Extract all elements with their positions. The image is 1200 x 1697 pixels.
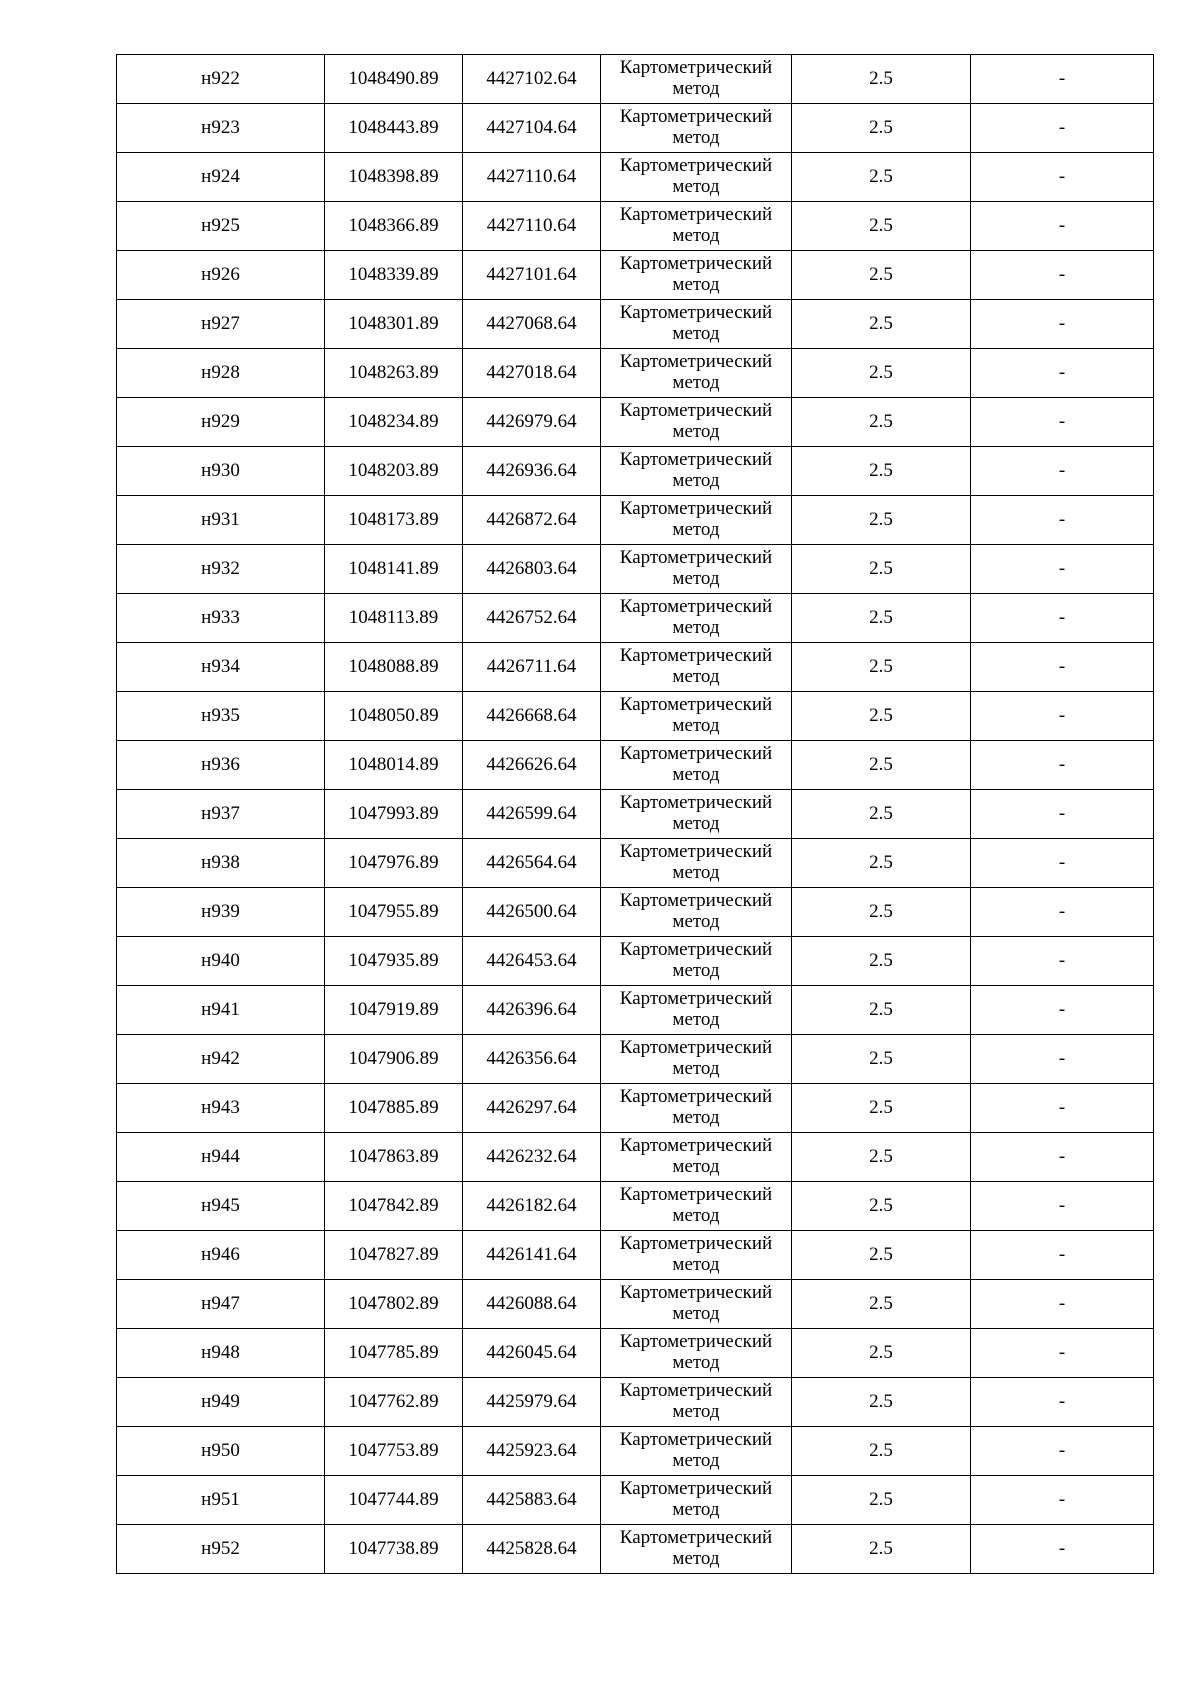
table-row [117,1035,1154,1084]
description-cell: - [971,104,1154,153]
method-cell: Картометрический метод [601,692,792,741]
method-cell: Картометрический метод [601,986,792,1035]
x-coordinate-cell: 1048398.89 [325,153,463,202]
description-cell: - [971,1133,1154,1182]
description-cell: - [971,545,1154,594]
point-name-cell: н943 [117,1084,325,1133]
accuracy-cell: 2.5 [792,545,971,594]
accuracy-cell: 2.5 [792,1329,971,1378]
y-coordinate-cell: 4426626.64 [463,741,601,790]
point-name-cell: н944 [117,1133,325,1182]
y-coordinate-cell: 4425883.64 [463,1476,601,1525]
y-coordinate-cell: 4427102.64 [463,55,601,104]
point-name-cell: н947 [117,1280,325,1329]
accuracy-cell: 2.5 [792,1035,971,1084]
x-coordinate-cell: 1048014.89 [325,741,463,790]
description-cell: - [971,300,1154,349]
table-row [117,104,1154,153]
x-coordinate-cell: 1048173.89 [325,496,463,545]
table-row [117,1133,1154,1182]
method-cell: Картометрический метод [601,839,792,888]
x-coordinate-cell: 1047827.89 [325,1231,463,1280]
point-name-cell: н923 [117,104,325,153]
description-cell: - [971,1280,1154,1329]
point-name-cell: н941 [117,986,325,1035]
table-row [117,398,1154,447]
point-name-cell: н946 [117,1231,325,1280]
accuracy-cell: 2.5 [792,986,971,1035]
method-cell: Картометрический метод [601,1378,792,1427]
accuracy-cell: 2.5 [792,153,971,202]
point-name-cell: н925 [117,202,325,251]
accuracy-cell: 2.5 [792,1378,971,1427]
y-coordinate-cell: 4427104.64 [463,104,601,153]
method-cell: Картометрический метод [601,1084,792,1133]
point-name-cell: н939 [117,888,325,937]
accuracy-cell: 2.5 [792,55,971,104]
accuracy-cell: 2.5 [792,692,971,741]
x-coordinate-cell: 1047753.89 [325,1427,463,1476]
accuracy-cell: 2.5 [792,104,971,153]
method-cell: Картометрический метод [601,1427,792,1476]
accuracy-cell: 2.5 [792,1182,971,1231]
method-cell: Картометрический метод [601,447,792,496]
method-cell: Картометрический метод [601,1329,792,1378]
x-coordinate-cell: 1047863.89 [325,1133,463,1182]
table-row [117,643,1154,692]
accuracy-cell: 2.5 [792,1280,971,1329]
y-coordinate-cell: 4426599.64 [463,790,601,839]
method-cell: Картометрический метод [601,1231,792,1280]
y-coordinate-cell: 4426500.64 [463,888,601,937]
x-coordinate-cell: 1047842.89 [325,1182,463,1231]
table-row [117,1525,1154,1574]
point-name-cell: н930 [117,447,325,496]
x-coordinate-cell: 1048050.89 [325,692,463,741]
y-coordinate-cell: 4425923.64 [463,1427,601,1476]
description-cell: - [971,1329,1154,1378]
table-row [117,1182,1154,1231]
table-row [117,496,1154,545]
point-name-cell: н951 [117,1476,325,1525]
x-coordinate-cell: 1048203.89 [325,447,463,496]
accuracy-cell: 2.5 [792,447,971,496]
table-row [117,594,1154,643]
accuracy-cell: 2.5 [792,643,971,692]
method-cell: Картометрический метод [601,251,792,300]
y-coordinate-cell: 4426088.64 [463,1280,601,1329]
table-row [117,741,1154,790]
accuracy-cell: 2.5 [792,1525,971,1574]
table-row [117,447,1154,496]
method-cell: Картометрический метод [601,153,792,202]
accuracy-cell: 2.5 [792,1231,971,1280]
description-cell: - [971,1427,1154,1476]
y-coordinate-cell: 4427101.64 [463,251,601,300]
table-row [117,937,1154,986]
point-name-cell: н950 [117,1427,325,1476]
table-row [117,153,1154,202]
description-cell: - [971,251,1154,300]
point-name-cell: н937 [117,790,325,839]
method-cell: Картометрический метод [601,594,792,643]
y-coordinate-cell: 4426803.64 [463,545,601,594]
x-coordinate-cell: 1047762.89 [325,1378,463,1427]
table-row [117,55,1154,104]
y-coordinate-cell: 4426872.64 [463,496,601,545]
method-cell: Картометрический метод [601,202,792,251]
coordinates-table-body [117,55,1154,1574]
x-coordinate-cell: 1048490.89 [325,55,463,104]
accuracy-cell: 2.5 [792,741,971,790]
method-cell: Картометрический метод [601,1280,792,1329]
point-name-cell: н922 [117,55,325,104]
y-coordinate-cell: 4426453.64 [463,937,601,986]
method-cell: Картометрический метод [601,55,792,104]
description-cell: - [971,741,1154,790]
description-cell: - [971,398,1154,447]
x-coordinate-cell: 1047919.89 [325,986,463,1035]
x-coordinate-cell: 1047744.89 [325,1476,463,1525]
x-coordinate-cell: 1047802.89 [325,1280,463,1329]
method-cell: Картометрический метод [601,888,792,937]
accuracy-cell: 2.5 [792,937,971,986]
description-cell: - [971,1378,1154,1427]
y-coordinate-cell: 4427110.64 [463,202,601,251]
point-name-cell: н942 [117,1035,325,1084]
x-coordinate-cell: 1048263.89 [325,349,463,398]
y-coordinate-cell: 4425828.64 [463,1525,601,1574]
accuracy-cell: 2.5 [792,1427,971,1476]
point-name-cell: н936 [117,741,325,790]
description-cell: - [971,888,1154,937]
point-name-cell: н933 [117,594,325,643]
description-cell: - [971,1182,1154,1231]
description-cell: - [971,1525,1154,1574]
table-row [117,1280,1154,1329]
description-cell: - [971,643,1154,692]
method-cell: Картометрический метод [601,643,792,692]
method-cell: Картометрический метод [601,398,792,447]
description-cell: - [971,1035,1154,1084]
point-name-cell: н935 [117,692,325,741]
x-coordinate-cell: 1047976.89 [325,839,463,888]
method-cell: Картометрический метод [601,790,792,839]
table-row [117,1231,1154,1280]
description-cell: - [971,937,1154,986]
x-coordinate-cell: 1047906.89 [325,1035,463,1084]
point-name-cell: н938 [117,839,325,888]
accuracy-cell: 2.5 [792,349,971,398]
table-row [117,545,1154,594]
method-cell: Картометрический метод [601,937,792,986]
table-row [117,202,1154,251]
point-name-cell: н948 [117,1329,325,1378]
y-coordinate-cell: 4427110.64 [463,153,601,202]
table-row [117,251,1154,300]
description-cell: - [971,496,1154,545]
description-cell: - [971,594,1154,643]
y-coordinate-cell: 4426182.64 [463,1182,601,1231]
accuracy-cell: 2.5 [792,888,971,937]
point-name-cell: н952 [117,1525,325,1574]
table-row [117,1476,1154,1525]
accuracy-cell: 2.5 [792,1133,971,1182]
method-cell: Картометрический метод [601,741,792,790]
point-name-cell: н928 [117,349,325,398]
x-coordinate-cell: 1047738.89 [325,1525,463,1574]
table-row [117,1084,1154,1133]
y-coordinate-cell: 4426668.64 [463,692,601,741]
y-coordinate-cell: 4426297.64 [463,1084,601,1133]
method-cell: Картометрический метод [601,300,792,349]
y-coordinate-cell: 4425979.64 [463,1378,601,1427]
description-cell: - [971,1084,1154,1133]
y-coordinate-cell: 4426564.64 [463,839,601,888]
y-coordinate-cell: 4426936.64 [463,447,601,496]
method-cell: Картометрический метод [601,545,792,594]
point-name-cell: н924 [117,153,325,202]
accuracy-cell: 2.5 [792,251,971,300]
method-cell: Картометрический метод [601,1182,792,1231]
y-coordinate-cell: 4426979.64 [463,398,601,447]
description-cell: - [971,790,1154,839]
description-cell: - [971,153,1154,202]
description-cell: - [971,1231,1154,1280]
description-cell: - [971,986,1154,1035]
accuracy-cell: 2.5 [792,300,971,349]
table-row [117,349,1154,398]
method-cell: Картометрический метод [601,349,792,398]
point-name-cell: н927 [117,300,325,349]
point-name-cell: н931 [117,496,325,545]
method-cell: Картометрический метод [601,1035,792,1084]
point-name-cell: н926 [117,251,325,300]
description-cell: - [971,692,1154,741]
method-cell: Картометрический метод [601,104,792,153]
method-cell: Картометрический метод [601,496,792,545]
y-coordinate-cell: 4427018.64 [463,349,601,398]
table-row [117,1329,1154,1378]
y-coordinate-cell: 4427068.64 [463,300,601,349]
x-coordinate-cell: 1048113.89 [325,594,463,643]
y-coordinate-cell: 4426711.64 [463,643,601,692]
table-row [117,790,1154,839]
x-coordinate-cell: 1047785.89 [325,1329,463,1378]
accuracy-cell: 2.5 [792,1084,971,1133]
y-coordinate-cell: 4426045.64 [463,1329,601,1378]
x-coordinate-cell: 1047993.89 [325,790,463,839]
coordinates-table [116,54,1154,1574]
x-coordinate-cell: 1048301.89 [325,300,463,349]
y-coordinate-cell: 4426752.64 [463,594,601,643]
accuracy-cell: 2.5 [792,1476,971,1525]
description-cell: - [971,55,1154,104]
description-cell: - [971,349,1154,398]
accuracy-cell: 2.5 [792,202,971,251]
point-name-cell: н945 [117,1182,325,1231]
point-name-cell: н940 [117,937,325,986]
accuracy-cell: 2.5 [792,790,971,839]
table-row [117,1427,1154,1476]
point-name-cell: н934 [117,643,325,692]
accuracy-cell: 2.5 [792,839,971,888]
y-coordinate-cell: 4426396.64 [463,986,601,1035]
table-row [117,1378,1154,1427]
y-coordinate-cell: 4426356.64 [463,1035,601,1084]
x-coordinate-cell: 1048141.89 [325,545,463,594]
description-cell: - [971,202,1154,251]
y-coordinate-cell: 4426141.64 [463,1231,601,1280]
table-row [117,839,1154,888]
y-coordinate-cell: 4426232.64 [463,1133,601,1182]
method-cell: Картометрический метод [601,1476,792,1525]
accuracy-cell: 2.5 [792,398,971,447]
x-coordinate-cell: 1047935.89 [325,937,463,986]
method-cell: Картометрический метод [601,1133,792,1182]
point-name-cell: н932 [117,545,325,594]
description-cell: - [971,1476,1154,1525]
x-coordinate-cell: 1048366.89 [325,202,463,251]
table-row [117,986,1154,1035]
method-cell: Картометрический метод [601,1525,792,1574]
x-coordinate-cell: 1047955.89 [325,888,463,937]
point-name-cell: н929 [117,398,325,447]
accuracy-cell: 2.5 [792,594,971,643]
x-coordinate-cell: 1047885.89 [325,1084,463,1133]
x-coordinate-cell: 1048088.89 [325,643,463,692]
x-coordinate-cell: 1048443.89 [325,104,463,153]
description-cell: - [971,447,1154,496]
description-cell: - [971,839,1154,888]
point-name-cell: н949 [117,1378,325,1427]
table-row [117,300,1154,349]
table-row [117,888,1154,937]
table-row [117,692,1154,741]
x-coordinate-cell: 1048234.89 [325,398,463,447]
accuracy-cell: 2.5 [792,496,971,545]
x-coordinate-cell: 1048339.89 [325,251,463,300]
